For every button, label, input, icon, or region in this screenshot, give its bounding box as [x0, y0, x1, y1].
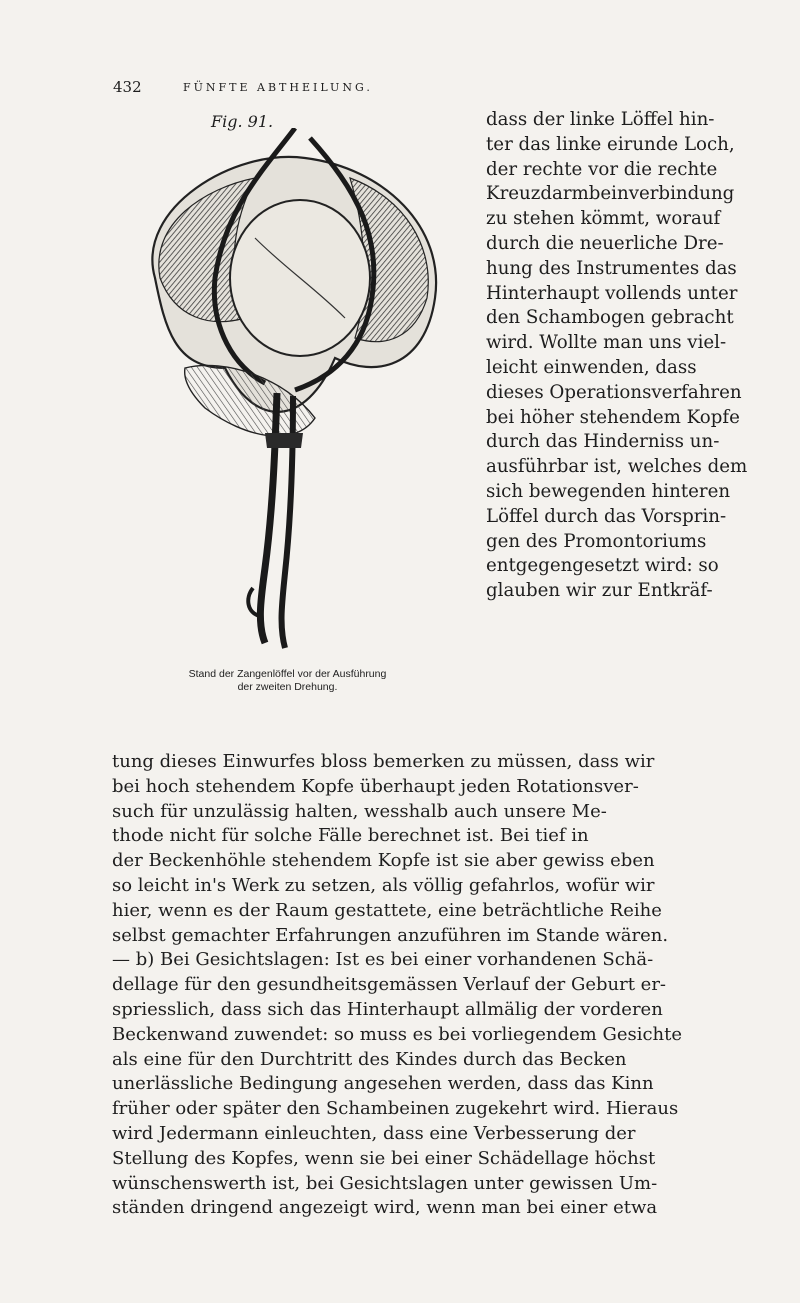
text-line: wünschenswerth ist, bei Gesichtslagen unter gewissen Um- [112, 1172, 658, 1194]
text-line: dellage für den gesundheitsgemässen Verlauf der Geburt er- [112, 974, 667, 996]
forceps-pelvis-illustration [115, 128, 460, 658]
text-line: selbst gemachter Erfahrungen anzuführen im Stande wären. [112, 924, 669, 946]
text-line: glauben wir zur Entkräf- [486, 580, 713, 602]
text-line: Löffel durch das Vorsprin- [486, 505, 727, 527]
text-line: früher oder später den Schambeinen zugekehrt wird. Hieraus [112, 1098, 679, 1120]
text-line: so leicht in's Werk zu setzen, als völlig gefahrlos, wofür wir [112, 874, 655, 896]
text-line: zu stehen kömmt, worauf [486, 208, 721, 230]
text-line: als eine für den Durchtritt des Kindes durch das Becken [112, 1048, 627, 1070]
text-line: den Schambogen gebracht [486, 307, 734, 329]
text-line: durch das Hinderniss un- [486, 431, 720, 453]
text-line: such für unzulässig halten, wesshalb auch unsere Me- [112, 800, 607, 822]
text-line: spriesslich, dass sich das Hinterhaupt allmälig der vorderen [112, 998, 663, 1020]
text-line: bei hoch stehendem Kopfe überhaupt jeden Rotationsver- [112, 775, 639, 797]
text-line: dass der linke Löffel hin- [486, 109, 715, 130]
text-line: sich bewegenden hinteren [486, 480, 731, 502]
text-line: Hinterhaupt vollends unter [486, 282, 738, 304]
text-line: der rechte vor die rechte [486, 158, 718, 180]
text-line: hung des Instrumentes das [486, 257, 737, 279]
text-line: leicht einwenden, dass [486, 356, 697, 378]
text-line: dieses Operationsverfahren [486, 381, 742, 403]
text-line: hier, wenn es der Raum gestattete, eine beträchtliche Reihe [112, 899, 662, 921]
page-number: 432 [113, 78, 142, 96]
text-line: Beckenwand zuwendet: so muss es bei vorliegendem Gesichte [112, 1023, 683, 1045]
page-header [113, 78, 713, 100]
text-line: ausführbar ist, welches dem [486, 456, 748, 478]
text-line: durch die neuerliche Dre- [486, 232, 724, 254]
text-line: Stellung des Kopfes, wenn sie bei einer Schädellage höchst [112, 1147, 656, 1169]
figure-label: Fig. 91. [211, 112, 274, 131]
text-line: tung dieses Einwurfes bloss bemerken zu müssen, dass wir [112, 751, 655, 772]
text-line: ter das linke eirunde Loch, [486, 133, 735, 155]
text-line: der Beckenhöhle stehendem Kopfe ist sie aber gewiss eben [112, 850, 655, 872]
text-line: wird Jedermann einleuchten, dass eine Verbesserung der [112, 1122, 636, 1144]
text-line: wird. Wollte man uns viel- [486, 332, 727, 354]
running-head: FÜNFTE ABTHEILUNG. [183, 81, 373, 94]
caption-line: Stand der Zangenlöffel vor der Ausführung [188, 668, 387, 680]
text-line: thode nicht für solche Fälle berechnet ist. Bei tief in [112, 825, 589, 847]
figure-91 [115, 108, 465, 723]
full-width-text [112, 750, 784, 1221]
text-line: gen des Promontoriums [486, 530, 707, 552]
text-line: Kreuzdarmbeinverbindung [486, 183, 735, 205]
text-line: — b) Bei Gesichtslagen: Ist es bei einer vorhandenen Schä- [112, 949, 654, 971]
figure-caption [115, 668, 460, 694]
column-text [486, 108, 791, 604]
caption-line: der zweiten Drehung. [237, 681, 338, 693]
text-line: unerlässliche Bedingung angesehen werden, dass das Kinn [112, 1073, 654, 1095]
text-line: entgegengesetzt wird: so [486, 555, 719, 577]
text-line: ständen dringend angezeigt wird, wenn man bei einer etwa [112, 1197, 658, 1219]
forceps-lock [265, 433, 303, 448]
text-line: bei höher stehendem Kopfe [486, 406, 740, 428]
